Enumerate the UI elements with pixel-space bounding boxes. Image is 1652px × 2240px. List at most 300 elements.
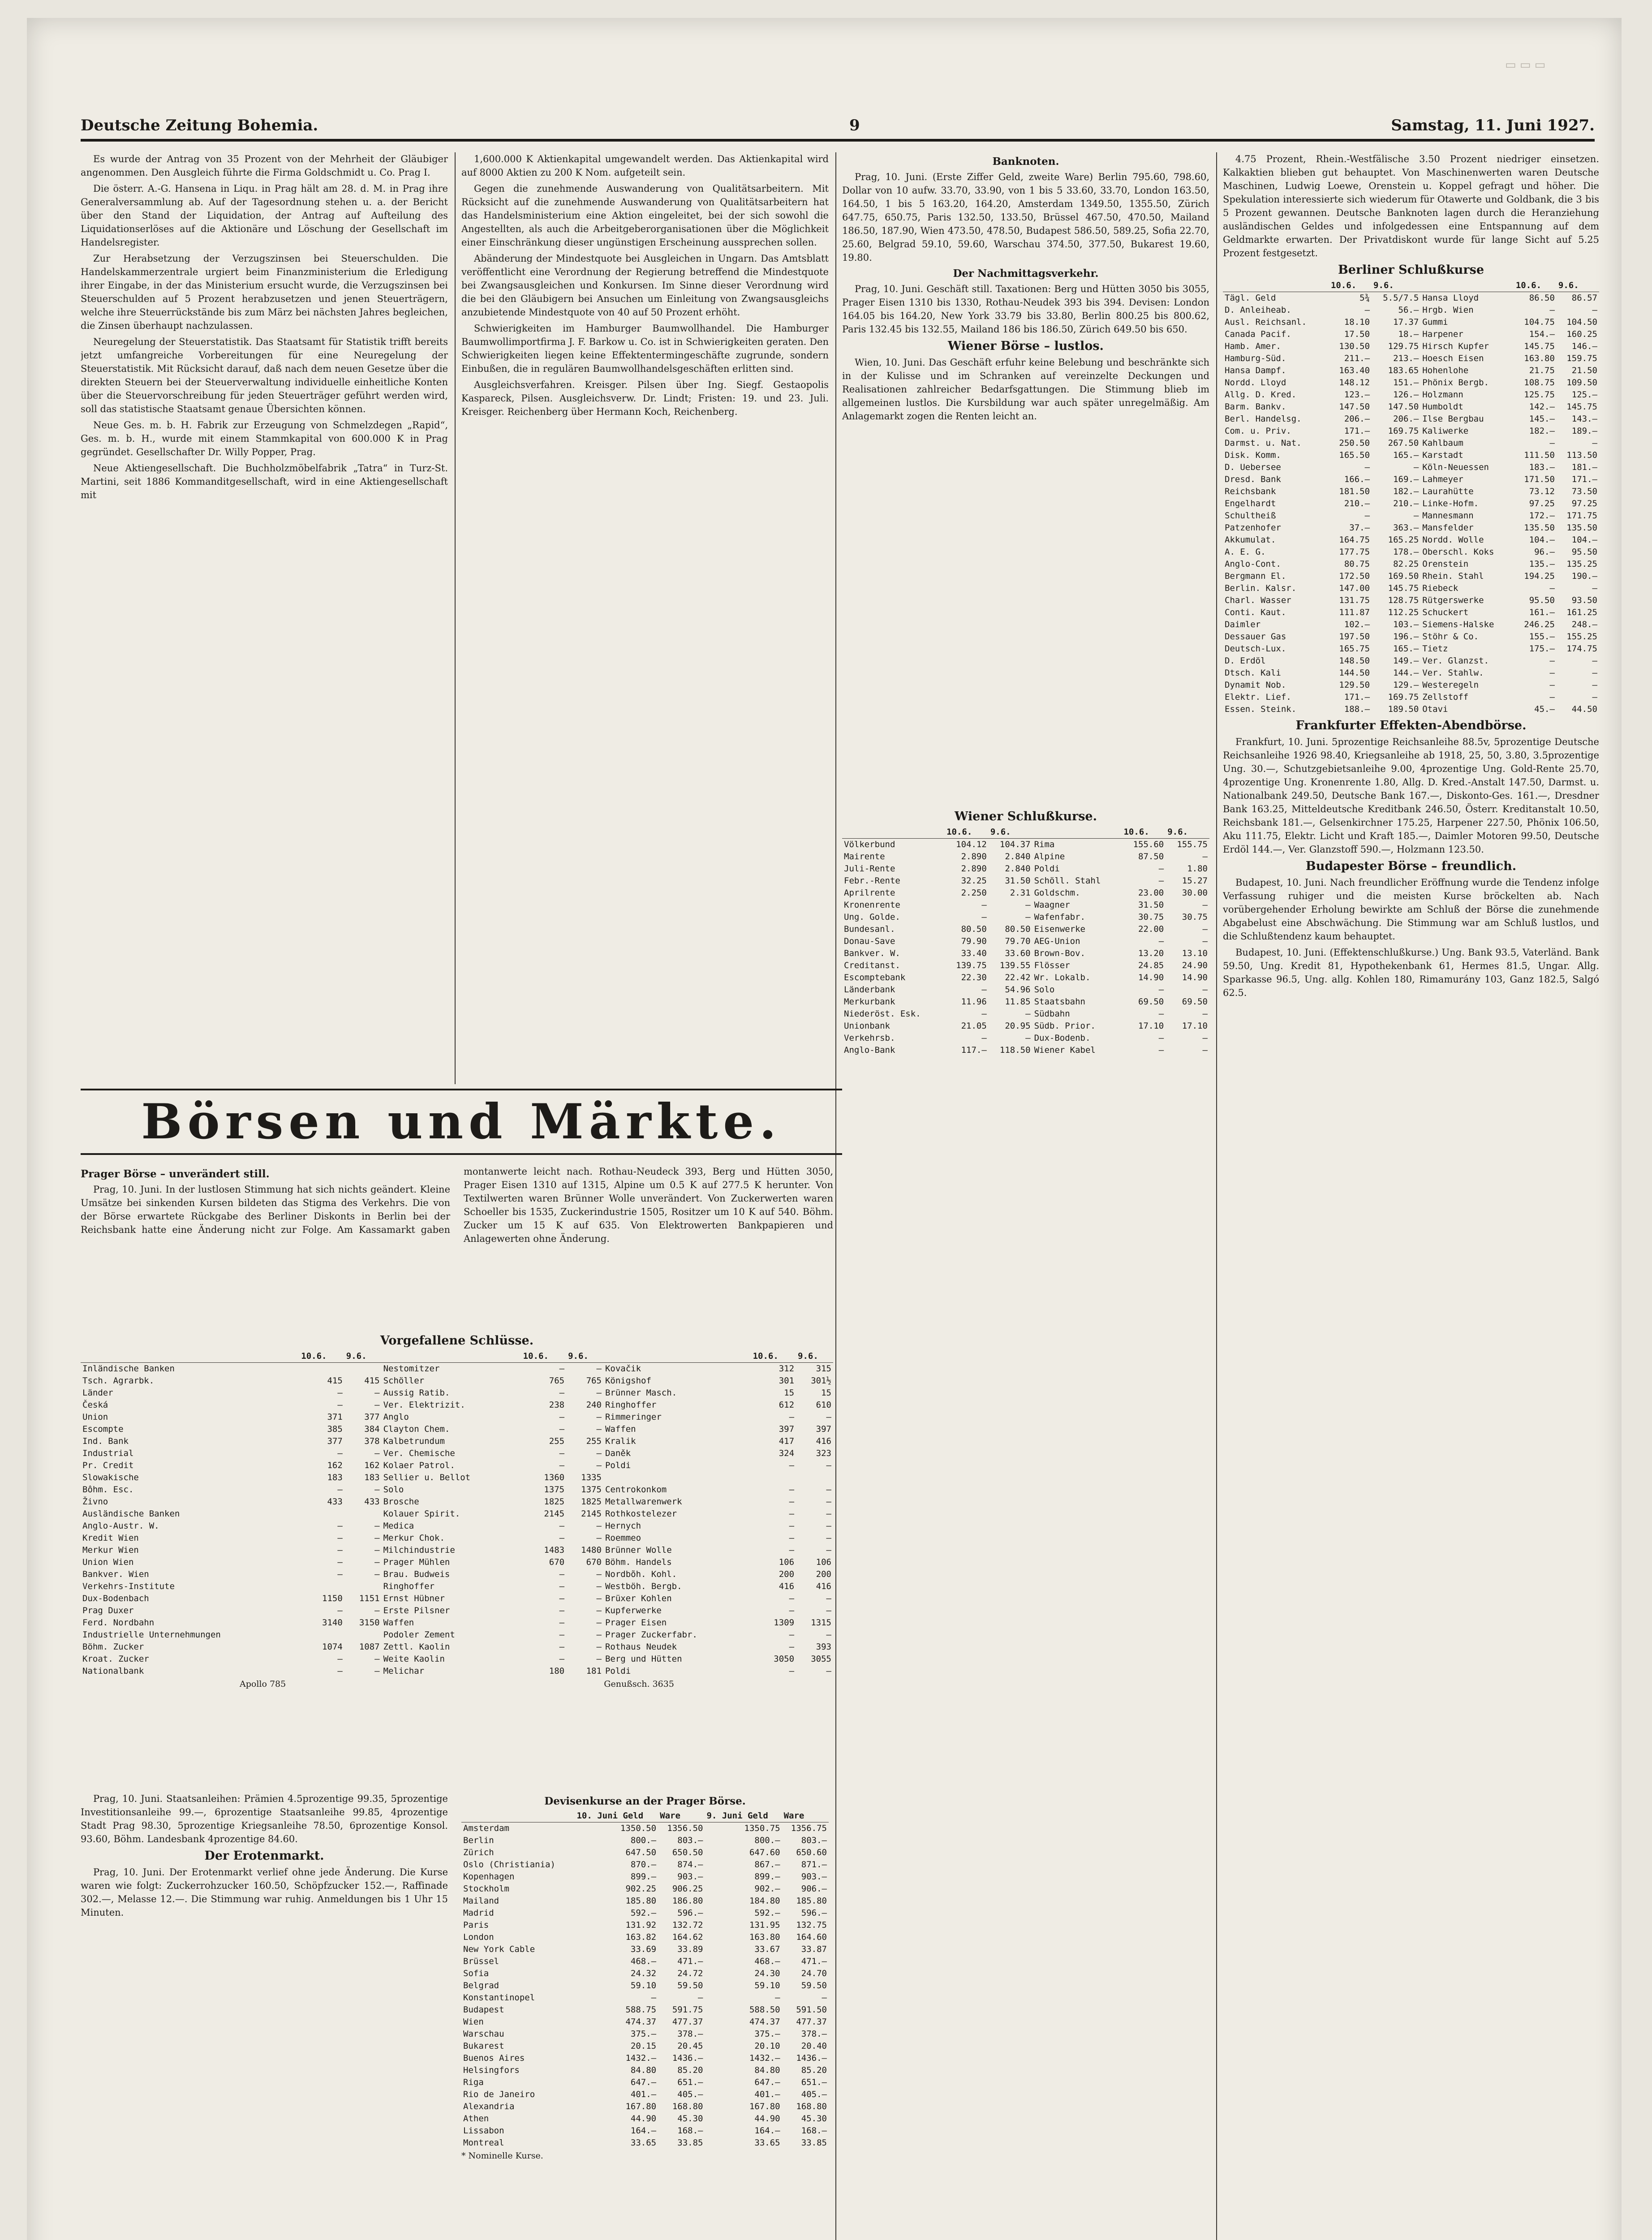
table-row <box>1223 667 1599 679</box>
table-cell: 178.— <box>1393 547 1419 557</box>
table-row <box>81 1447 833 1460</box>
table-cell <box>299 1363 344 1375</box>
table-cell: 867.— <box>754 1860 780 1870</box>
table-cell: 160.25 <box>1566 329 1597 339</box>
issue-date: Samstag, 11. Juni 1927. <box>1391 116 1595 134</box>
table-cell: — <box>596 1642 602 1652</box>
table-row <box>461 2113 829 2125</box>
table-cell: — <box>337 1521 343 1531</box>
table-cell: Nationalbank <box>82 1666 144 1676</box>
table-cell: 24.85 <box>1138 961 1164 970</box>
table-header-cell <box>461 1810 575 1822</box>
table-cell: Ilse Bergbau <box>1422 414 1484 424</box>
article-paragraph: Budapest, 10. Juni. (Effektenschlußkurse.) Ung. Bank 93.5, Vaterländ. Bank 59.50, Ung. Kredit 81, Hypothekenbank 61, Hermes 81.5, Ungar. Allg. Sparkasse 96.5, Ung. allg. Kohlen 180, Rimamurány 103, Ganz 182.5, Salgó 62.5. <box>1223 947 1599 998</box>
table-cell: — <box>596 1424 602 1434</box>
table-row <box>842 935 1209 948</box>
table-row <box>461 2137 829 2149</box>
table-cell: Erste Pilsner <box>383 1606 450 1615</box>
table-cell: — <box>826 1485 831 1495</box>
table-cell: — <box>596 1412 602 1422</box>
table-cell: 85.20 <box>677 2065 703 2075</box>
prag-article <box>81 1165 833 1326</box>
table-cell: 169.75 <box>1388 426 1419 436</box>
table-cell: — <box>1592 656 1597 666</box>
table-cell <box>344 1363 382 1375</box>
table-row <box>81 1581 833 1593</box>
table-cell: 151.— <box>1393 378 1419 388</box>
table-cell: Rima <box>1034 840 1055 849</box>
table-cell: Brau. Budweis <box>383 1569 450 1579</box>
table-cell: — <box>596 1521 602 1531</box>
table-cell: 84.80 <box>630 2065 657 2075</box>
table-cell: Elektr. Lief. <box>1225 692 1291 702</box>
table-cell: — <box>559 1581 565 1591</box>
table-cell: — <box>1549 692 1555 702</box>
table-header-cell: 10.6. <box>1329 280 1372 292</box>
section-heading: Prager Börse – unverändert still. <box>81 1168 270 1180</box>
table-cell: — <box>826 1666 831 1676</box>
table-cell: 149.— <box>1393 656 1419 666</box>
table-row <box>1223 474 1599 486</box>
table-cell: 20.15 <box>630 2041 657 2051</box>
table-cell: 21.50 <box>1571 366 1597 375</box>
table-cell: Rio de Janeiro <box>463 2089 535 2099</box>
table-cell: Ver. Chemische <box>383 1448 455 1458</box>
table-cell: 13.20 <box>1138 948 1164 958</box>
table-cell: 803.— <box>801 1835 827 1845</box>
table-cell: 384 <box>364 1424 380 1434</box>
table-cell: — <box>1549 438 1555 448</box>
table-cell: 113.50 <box>1566 450 1597 460</box>
table-cell: 155.60 <box>1133 840 1164 849</box>
table-cell: 145.75 <box>1388 583 1419 593</box>
article-paragraph: Zur Herabsetzung der Verzugszinsen bei Steuerschulden. Die Handelskammerzentrale urgiert beim Finanzministerium die Erledigung ihrer Eingabe, in der das Ministerium ersucht wurde, die Verzugszinsen bei Steuerschulden auf 5 Prozent herabzusetzen und jenen Steuerträgern, welche ihre Steuerrückstände bis zum März bei nächsten Jahres begleichen, die Zinsen überhaupt nachzulassen. <box>81 253 448 331</box>
article-paragraph: Abänderung der Mindestquote bei Ausgleichen in Ungarn. Das Amtsblatt veröffentlicht eine Verordnung der Regierung betreffend die Mindestquote bei Zwangsausgleichen und Konkursen. Im Sinne dieser Verordnung wird die bei den Gläubigern bei Ansuchen um Einleitung von Zwangsausgleichs anzubietende Mindestquote von 40 auf 50 Prozent erhöht. <box>461 253 829 318</box>
table-cell: — <box>822 1993 827 2003</box>
table-cell: 592.— <box>754 1908 780 1918</box>
table-row <box>1223 679 1599 691</box>
table-cell: — <box>1549 656 1555 666</box>
column-rule <box>835 152 836 2240</box>
table-cell: Wafenfabr. <box>1034 912 1085 922</box>
table-cell: 139.55 <box>999 961 1031 970</box>
table-cell: — <box>559 1448 565 1458</box>
column-rule <box>1216 152 1217 2240</box>
table-cell: Patzenhofer <box>1225 523 1281 533</box>
table-cell: Schuckert <box>1422 607 1469 617</box>
table-cell: 401.— <box>630 2089 657 2099</box>
section-heading: Devisenkurse an der Prager Börse. <box>544 1795 746 1807</box>
table-cell: — <box>374 1400 380 1410</box>
article-paragraph: Gegen die zunehmende Auswanderung von Qualitätsarbeitern. Mit Rücksicht auf die zunehmende Auswanderung von Qualitätsarbeitern hat das Handelsministerium eine Aktion eingeleitet, bei der sich sowohl die Angestellten, als auch die Arbeitgeberorganisationen über die Möglichkeit einer Einschränkung dieser ungünstigen Erscheinung aussprechen sollen. <box>461 183 829 248</box>
table-cell: 255 <box>549 1436 565 1446</box>
table-cell: Waagner <box>1034 900 1070 910</box>
table-cell: 123.— <box>1344 390 1370 400</box>
table-cell: Hamb. Amer. <box>1225 341 1281 351</box>
table-row <box>81 1617 833 1629</box>
column-1 <box>81 152 448 1080</box>
table-row <box>1223 304 1599 316</box>
table-cell: 183 <box>327 1473 343 1482</box>
table-cell: Poldi <box>605 1666 631 1676</box>
section-heading: Der Erotenmarkt. <box>204 1849 324 1863</box>
table-cell: — <box>559 1642 565 1652</box>
table-cell: Dux-Bodenb. <box>1034 1033 1091 1043</box>
table-cell: 15 <box>821 1388 831 1398</box>
table-cell: — <box>1158 1033 1164 1043</box>
table-row <box>1223 389 1599 401</box>
table-cell: Roemmeo <box>605 1533 641 1543</box>
table-row <box>1223 316 1599 328</box>
table-cell: 104.37 <box>999 840 1031 849</box>
table-cell: 169.— <box>1393 474 1419 484</box>
table-row <box>461 1968 829 1980</box>
table-cell: — <box>596 1448 602 1458</box>
table-cell: 267.50 <box>1388 438 1419 448</box>
table-cell: — <box>789 1533 795 1543</box>
table-row <box>461 1980 829 1992</box>
table-cell: 596.— <box>801 1908 827 1918</box>
table-row <box>1223 510 1599 522</box>
table-cell: Creditanst. <box>844 961 900 970</box>
table-cell: — <box>1549 583 1555 593</box>
table-cell: 21.05 <box>961 1021 987 1031</box>
table-cell: 181.50 <box>1339 487 1370 496</box>
table-row <box>461 1992 829 2004</box>
table-cell: 1074 <box>322 1642 343 1652</box>
table-cell: Schöller <box>383 1376 425 1386</box>
article-paragraph: Es wurde der Antrag von 35 Prozent von der Mehrheit der Gläubiger angenommen. Den Ausgleich führte die Firma Goldschmidt u. Co. Prag I. <box>81 154 448 178</box>
table-cell: Kroat. Zucker <box>82 1654 149 1664</box>
table-cell: Kaliwerke <box>1422 426 1469 436</box>
table-cell: Wiener Kabel <box>1034 1045 1096 1055</box>
table-row <box>1223 449 1599 461</box>
table-cell: 97.25 <box>1571 499 1597 508</box>
table-cell: 118.50 <box>999 1045 1031 1055</box>
table-cell: 22.30 <box>961 973 987 982</box>
table-cell: — <box>826 1521 831 1531</box>
table-cell: Buenos Aires <box>463 2053 525 2063</box>
article-paragraph: Prag, 10. Juni. In der lustlosen Stimmung hat sich nichts geändert. Kleine Umsätze bei sinkenden Kursen bildeten das Stigma des Verkehrs. Die von der Börse erwartete Rückgabe des Berliner Diskonts in Berlin bei der Reichsbank hatte eine Änderung nicht zur Folge. Am Kassamarkt gaben montanwerte leicht nach. Rothau-Neudeck 393, Berg und Hütten 3050, Prager Eisen 1310 auf 1315, Alpine um 0.5 K auf 277.5 K herunter. Von Textilwerten waren Brünner Wolle unverändert. Von Zuckerwerten waren Schoeller bis 1535, Zuckerindustrie 1505, Rositzer um 10 K auf 540. Böhm. Zucker um 15 K auf 635. Von Elektrowerten Bankpapieren und Anlagewerten ohne Änderung. <box>81 1166 833 1244</box>
table-cell: Donau-Save <box>844 936 895 946</box>
table-cell: 171.— <box>1571 474 1597 484</box>
table-cell: 171.50 <box>1524 474 1555 484</box>
table-cell: 165.25 <box>1388 535 1419 545</box>
table-cell: — <box>596 1460 602 1470</box>
table-cell: Berlin <box>463 1835 494 1845</box>
table-cell: 765 <box>549 1376 565 1386</box>
table-header-cell <box>1223 280 1329 292</box>
table-cell: — <box>596 1364 602 1374</box>
table-cell: Helsingfors <box>463 2065 520 2075</box>
table-cell: 168.80 <box>796 2102 827 2111</box>
table-cell: Niederöst. Esk. <box>844 1009 921 1019</box>
table-cell: 197.50 <box>1339 632 1370 642</box>
table-cell: Anglo-Bank <box>844 1045 895 1055</box>
table-cell: Industrielle Unternehmungen <box>82 1630 221 1640</box>
table-cell: 416 <box>779 1581 795 1591</box>
table-cell: 164.— <box>754 2126 780 2136</box>
table-cell: 33.85 <box>677 2138 703 2148</box>
table-cell: 899.— <box>630 1872 657 1882</box>
article-paragraph: Neue Aktiengesellschaft. Die Buchholzmöbelfabrik „Tatra“ in Turz-St. Martini, seit 1886 Kommanditgesellschaft, wird in eine Aktiengesellschaft mit <box>81 463 448 500</box>
table-cell: 377 <box>364 1412 380 1422</box>
table-cell: — <box>374 1569 380 1579</box>
table-cell: — <box>1202 1009 1208 1019</box>
table-cell: 145.— <box>1529 414 1555 424</box>
table-cell: 190.— <box>1571 571 1597 581</box>
table-cell: Karstadt <box>1422 450 1463 460</box>
table-row <box>461 1822 829 1835</box>
table-row <box>81 1653 833 1665</box>
table-cell: Darmst. u. Nat. <box>1225 438 1302 448</box>
column-5 <box>1223 152 1599 2240</box>
table-row <box>842 839 1209 851</box>
table-cell: 185.80 <box>625 1896 657 1906</box>
table-cell: 906.— <box>801 1884 827 1894</box>
table-cell: 30.75 <box>1182 912 1208 922</box>
table-cell: 22.00 <box>1138 924 1164 934</box>
table-cell: — <box>1549 668 1555 678</box>
table-cell: 323 <box>816 1448 831 1458</box>
table-cell: 13.10 <box>1182 948 1208 958</box>
table-cell: 131.92 <box>625 1920 657 1930</box>
table-cell: Länderbank <box>844 985 895 995</box>
table-row <box>842 948 1209 960</box>
table-cell: 145.75 <box>1524 341 1555 351</box>
table-cell: 670 <box>549 1557 565 1567</box>
table-cell: — <box>826 1630 831 1640</box>
table-header-cell: 9.6. <box>1557 280 1599 292</box>
table-cell: 5.5/7.5 <box>1383 293 1419 303</box>
table-cell: 30.00 <box>1182 888 1208 898</box>
table-cell: 14.90 <box>1138 973 1164 982</box>
table-cell: Brünner Masch. <box>605 1388 677 1398</box>
table-cell: Poldi <box>605 1460 631 1470</box>
table-cell: — <box>789 1545 795 1555</box>
table-cell: 104.75 <box>1524 317 1555 327</box>
table-cell: — <box>1158 985 1164 995</box>
table-cell: 3150 <box>359 1618 380 1628</box>
table-row <box>461 2101 829 2113</box>
table-cell: Nordbõh. Kohl. <box>605 1569 677 1579</box>
table-cell: — <box>559 1412 565 1422</box>
article-paragraph: 1,600.000 K Aktienkapital umgewandelt werden. Das Aktienkapital wird auf 8000 Aktien zu 200 K Nom. aufgeteilt sein. <box>461 154 829 178</box>
table-row <box>81 1423 833 1435</box>
table-cell: — <box>337 1666 343 1676</box>
table-cell: — <box>981 900 987 910</box>
table-cell: 163.80 <box>1524 353 1555 363</box>
table-cell: 906.25 <box>672 1884 703 1894</box>
table-cell: — <box>1158 1009 1164 1019</box>
table-cell: 161.25 <box>1566 607 1597 617</box>
table-cell: Dessauer Gas <box>1225 632 1286 642</box>
table-cell: 378.— <box>801 2029 827 2039</box>
table-row <box>81 1460 833 1472</box>
table-cell: A. E. G. <box>1225 547 1266 557</box>
table-cell: — <box>596 1654 602 1664</box>
table-cell: 80.75 <box>1344 559 1370 569</box>
table-cell: 142.— <box>1529 402 1555 412</box>
table-cell: 2.840 <box>1005 864 1031 874</box>
table-cell: Lahmeyer <box>1422 474 1463 484</box>
table-cell: Böhm. Handels <box>605 1557 672 1567</box>
table-cell: Alpine <box>1034 852 1065 862</box>
table-row <box>81 1363 833 1375</box>
table-cell: 169.50 <box>1388 571 1419 581</box>
table-cell: Charl. Wasser <box>1225 595 1291 605</box>
table-cell: Westeregeln <box>1422 680 1479 690</box>
section-banner <box>81 1089 842 1155</box>
table-cell: 903.— <box>801 1872 827 1882</box>
article-paragraph: Die österr. A.-G. Hansena in Liqu. in Prag hält am 28. d. M. in Prag ihre Generalversammlung ab. Auf der Tagesordnung stehen u. a. der Bericht über den Stand der Liquidation, der Antrag auf Aufteilung des Liquidationserlöses auf die Aktionäre und Löschung der Gesellschaft im Handelsregister. <box>81 183 448 248</box>
table-cell: Escomptebank <box>844 973 906 982</box>
table-cell: 181 <box>586 1666 602 1676</box>
article-paragraph: Prag, 10. Juni. (Erste Ziffer Geld, zweite Ware) Berlin 795.60, 798.60, Dollar von 10 aufw. 33.70, 33.90, von 1 bis 5 33.60, 33.70, London 163.50, 164.50, 1 bis 5 163.20, 164.20, Amsterdam 1349.50, 1355.50, Zürich 647.75, 650.75, Paris 132.50, 133.50, Brüssel 467.50, 470.50, Mailand 186.50, 187.90, Wien 473.50, 478.50, Budapest 586.50, 589.25, Sofia 22.70, 25.60, Belgrad 59.10, 59.60, Warschau 374.50, 377.50, Bukarest 19.60, 19.80. <box>842 172 1209 263</box>
table-cell: 155.— <box>1529 632 1555 642</box>
table-cell: — <box>337 1388 343 1398</box>
table-cell: Disk. Komm. <box>1225 450 1281 460</box>
table-cell: 315 <box>816 1364 831 1374</box>
table-cell: Wien <box>463 2017 484 2027</box>
table-row <box>842 984 1209 996</box>
table-cell: Köln-Neuessen <box>1422 462 1489 472</box>
table-cell: Zellstoff <box>1422 692 1469 702</box>
table-row <box>461 1859 829 1871</box>
table-cell: Hansa Dampf. <box>1225 366 1286 375</box>
table-cell: 164.— <box>630 2126 657 2136</box>
article-paragraph: Schwierigkeiten im Hamburger Baumwollhandel. Die Hamburger Baumwollimportfirma J. F. Barkow u. Co. ist in Schwierigkeiten geraten. Den Schwierigkeiten liegen keine Effektentermingeschäfte zugrunde, sondern Einbußen, die in regulären Baumwollhandelsgeschäften erlitten sind. <box>461 323 829 374</box>
table-cell: 416 <box>816 1581 831 1591</box>
table-cell: 132.75 <box>796 1920 827 1930</box>
table-cell: Mairente <box>844 852 885 862</box>
table-cell: — <box>981 1033 987 1043</box>
table-cell: Brünner Wolle <box>605 1545 672 1555</box>
table-cell: 211.— <box>1344 353 1370 363</box>
table-cell: — <box>596 1581 602 1591</box>
table-cell: AEG-Union <box>1034 936 1080 946</box>
table-cell: Sofia <box>463 1969 489 1978</box>
table-cell: 166.— <box>1344 474 1370 484</box>
table-cell: 902.— <box>754 1884 780 1894</box>
table-cell: 44.90 <box>754 2114 780 2124</box>
table-cell: — <box>559 1460 565 1470</box>
table-row <box>842 1008 1209 1020</box>
table-cell: 1432.— <box>749 2053 780 2063</box>
table-cell: 401.— <box>754 2089 780 2099</box>
table-cell: — <box>1549 680 1555 690</box>
table-cell: Hansa Lloyd <box>1422 293 1479 303</box>
table-cell: Ferd. Nordbahn <box>82 1618 155 1628</box>
table-cell: 129.75 <box>1388 341 1419 351</box>
table-cell: 2145 <box>544 1509 565 1519</box>
table-cell: 1151 <box>359 1594 380 1603</box>
table-cell: Stockholm <box>463 1884 509 1894</box>
table-cell: 1432.— <box>625 2053 657 2063</box>
table-cell: — <box>337 1606 343 1615</box>
table-cell: Brosche <box>383 1497 419 1507</box>
table-cell: 86.50 <box>1529 293 1555 303</box>
table-cell: 312 <box>779 1364 795 1374</box>
table-cell: Völkerbund <box>844 840 895 849</box>
table-cell: 1150 <box>322 1594 343 1603</box>
table-cell: Berl. Handelsg. <box>1225 414 1302 424</box>
table-cell: — <box>789 1497 795 1507</box>
table-row <box>461 2040 829 2052</box>
table-cell: Ver. Glanzst. <box>1422 656 1489 666</box>
table-cell: 163.82 <box>625 1932 657 1942</box>
table-cell: 417 <box>779 1436 795 1446</box>
table-cell: Gummi <box>1422 317 1448 327</box>
table-cell: 56.— <box>1398 305 1419 315</box>
table-cell: — <box>1202 936 1208 946</box>
table-cell: Oberschl. Koks <box>1422 547 1494 557</box>
quote-table <box>1223 280 1599 715</box>
table-cell: 196.— <box>1393 632 1419 642</box>
table-cell: 871.— <box>801 1860 827 1870</box>
table-row <box>461 1931 829 1943</box>
table-cell: 69.50 <box>1182 997 1208 1007</box>
table-row <box>461 1956 829 1968</box>
table-cell: 255 <box>586 1436 602 1446</box>
table-cell: Aprilrente <box>844 888 895 898</box>
table-row <box>1223 619 1599 631</box>
table-cell: Ver. Elektrizit. <box>383 1400 465 1410</box>
table-cell: 24.72 <box>677 1969 703 1978</box>
table-cell: 33.60 <box>1005 948 1031 958</box>
table-cell: 109.50 <box>1566 378 1597 388</box>
table-cell: 162 <box>364 1460 380 1470</box>
table-cell: Montreal <box>463 2138 504 2148</box>
table-cell: — <box>1364 511 1370 521</box>
table-cell: 135.— <box>1529 559 1555 569</box>
table-cell: — <box>789 1485 795 1495</box>
article-paragraph: Frankfurt, 10. Juni. 5prozentige Reichsanleihe 88.5v, 5prozentige Deutsche Reichsanleihe 1926 98.40, Kriegsanleihe ab 1918, 25, 50, 3.80, 3.5prozentige Ung. 30.—, Schutzgebietsanleihe 9.00, 4prozentige Ung. Gold-Rente 25.70, 4prozentige Ung. Kronenrente 1.80, Allg. D. Kred.-Anstalt 147.50, Darmst. u. Nationalbank 249.50, Deutsche Bank 167.—, Diskonto-Ges. 161.—, Dresdner Bank 163.25, Mitteldeutsche Kreditbank 246.50, Österr. Kreditanstalt 10.50, Reichsbank 181.—, Gelsenkirchner 175.25, Harpener 227.50, Phönix 106.50, Aku 111.75, Elektr. Licht und Kraft 185.—, Daimler Motoren 99.50, Deutsche Erdöl 144.—, Ver. Glanzstoff 590.—, Holzmann 123.50. <box>1223 737 1599 855</box>
table-cell: Stöhr & Co. <box>1422 632 1479 642</box>
table-cell: — <box>789 1630 795 1640</box>
table-cell: 20.95 <box>1005 1021 1031 1031</box>
table-cell: 1356.75 <box>791 1823 827 1833</box>
table-footnote: Apollo 785 <box>240 1679 286 1689</box>
table-header-cell <box>382 1350 521 1363</box>
table-cell: 96.— <box>1534 547 1555 557</box>
table-cell: Tietz <box>1422 644 1448 654</box>
table-cell: Schöll. Stahl <box>1034 876 1101 886</box>
table-cell: 17.10 <box>1138 1021 1164 1031</box>
table-cell: Königshof <box>605 1376 651 1386</box>
table-cell: — <box>1549 305 1555 315</box>
table-cell: Belgrad <box>463 1981 499 1990</box>
table-cell: Hamburg-Süd. <box>1225 353 1286 363</box>
table-cell: — <box>374 1521 380 1531</box>
table-cell: 874.— <box>677 1860 703 1870</box>
table-cell: 33.85 <box>801 2138 827 2148</box>
table-cell: Dtsch. Kali <box>1225 668 1281 678</box>
table-cell: — <box>1025 1033 1031 1043</box>
table-cell: 167.80 <box>625 2102 657 2111</box>
table-cell: 3050 <box>774 1654 795 1664</box>
table-cell: Ausländische Banken <box>82 1509 180 1519</box>
table-cell: 131.95 <box>749 1920 780 1930</box>
table-cell: — <box>559 1654 565 1664</box>
table-cell: 144.50 <box>1339 668 1370 678</box>
table-cell: 79.70 <box>1005 936 1031 946</box>
table-cell: 164.60 <box>796 1932 827 1942</box>
table-cell: 147.00 <box>1339 583 1370 593</box>
table-cell: Staatsbahn <box>1034 997 1085 1007</box>
table-cell: 2.31 <box>1010 888 1031 898</box>
table-row <box>842 1020 1209 1032</box>
